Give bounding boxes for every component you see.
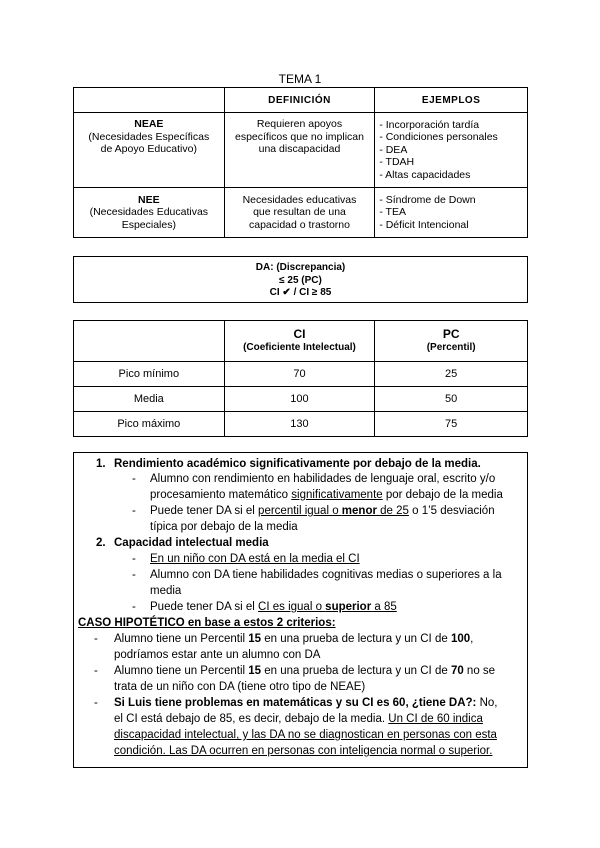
pc-header: PC [442, 327, 460, 341]
pc-value: 50 [375, 387, 528, 412]
bullet-text: típica por debajo de la media [150, 521, 298, 533]
bullet-dash: - [132, 601, 136, 613]
criteria-notes-box [73, 452, 528, 768]
ci-header: CI [293, 327, 306, 341]
pc-subheader: (Percentil) [426, 342, 476, 353]
bullet-text: Puede tener DA si el percentil igual o menor de 25 o 1’5 desviación [150, 505, 495, 517]
case-title: CASO HIPOTÉTICO en base a estos 2 criterios: [78, 617, 336, 629]
pc-value: 75 [375, 412, 528, 437]
row-label: Pico mínimo [74, 362, 225, 387]
case-text: Alumno tiene un Percentil 15 en una prueba de lectura y un CI de 100, [114, 633, 474, 645]
pc-value: 25 [375, 362, 528, 387]
bullet-dash: - [132, 569, 136, 581]
bullet-text: media [150, 585, 182, 597]
bullet-text: procesamiento matemático significativamente por debajo de la media [150, 489, 503, 501]
ci-subheader: (Coeficiente Intelectual) [243, 342, 356, 353]
definition-line: Requieren apoyos [256, 118, 343, 131]
table-header-cell: DEFINICIÓN [224, 88, 375, 113]
da-title: DA: (Discrepancia) [255, 262, 346, 273]
term-desc-line: Especiales) [121, 218, 176, 231]
table-row [74, 113, 528, 188]
bullet-text: Puede tener DA si el CI es igual o superior a 85 [150, 601, 397, 613]
example-item: - TEA [379, 206, 406, 219]
term-name: NEAE [134, 118, 164, 131]
table-header-cell [224, 321, 375, 362]
bullet-text: Alumno con rendimiento en habilidades de lenguaje oral, escrito y/o [150, 473, 496, 485]
term-desc-line: de Apoyo Educativo) [100, 143, 197, 156]
row-label: Pico máximo [74, 412, 225, 437]
example-item: - Altas capacidades [379, 168, 471, 181]
page-title: TEMA 1 [278, 72, 322, 86]
examples-cell [375, 188, 528, 238]
da-ci-line: CI ✔ / CI ≥ 85 [269, 287, 332, 298]
section-number: 1. [96, 458, 106, 470]
definition-line: una discapacidad [258, 143, 341, 156]
bullet-dash: - [132, 473, 136, 485]
section-title: Rendimiento académico significativamente por debajo de la media. [114, 458, 481, 470]
example-item: - Incorporación tardía [379, 118, 480, 131]
bullet-dash: - [132, 553, 136, 565]
term-desc-line: (Necesidades Específicas [88, 130, 210, 143]
definition-cell [224, 113, 375, 188]
term-name: NEE [138, 193, 160, 206]
example-item: - Síndrome de Down [379, 193, 476, 206]
row-label: Media [74, 387, 225, 412]
example-item: - TDAH [379, 156, 415, 169]
table-header-row [74, 321, 528, 362]
term-desc-line: (Necesidades Educativas [89, 206, 209, 219]
case-text: discapacidad intelectual, y las DA no se diagnostican en personas con esta [114, 729, 497, 741]
term-cell [74, 188, 225, 238]
bullet-dash: - [132, 505, 136, 517]
case-text: condición. Las DA ocurren en personas con inteligencia normal o superior. [114, 745, 493, 757]
table-header-cell: EJEMPLOS [375, 88, 528, 113]
term-cell [74, 113, 225, 188]
ci-pc-table [73, 320, 528, 437]
definition-line: específicos que no implican [234, 130, 364, 143]
bullet-text: Alumno con DA tiene habilidades cognitivas medias o superiores a la [150, 569, 502, 581]
case-text: Si Luis tiene problemas en matemáticas y su CI es 60, ¿tiene DA?: No, [114, 697, 498, 709]
section-title: Capacidad intelectual media [114, 537, 269, 549]
table-header-cell [375, 321, 528, 362]
table-row [74, 412, 528, 437]
case-text: Alumno tiene un Percentil 15 en una prueba de lectura y un CI de 70 no se [114, 665, 496, 677]
ci-value: 130 [224, 412, 375, 437]
bullet-dash: - [94, 697, 98, 709]
definition-line: Necesidades educativas [242, 193, 357, 206]
table-header-row [74, 88, 528, 113]
section-number: 2. [96, 537, 106, 549]
example-item: - Condiciones personales [379, 131, 498, 144]
bullet-text: En un niño con DA está en la media el CI [150, 553, 360, 565]
da-discrepancy-box [73, 256, 528, 303]
table-header-cell [74, 88, 225, 113]
definition-cell [224, 188, 375, 238]
neae-nee-table [73, 87, 528, 238]
example-item: - DEA [379, 143, 408, 156]
definition-line: que resultan de una [253, 206, 346, 219]
case-text: podríamos estar ante un alumno con DA [114, 649, 321, 661]
definition-line: capacidad o trastorno [248, 218, 350, 231]
table-row [74, 188, 528, 238]
examples-cell [375, 113, 528, 188]
example-item: - Déficit Intencional [379, 218, 469, 231]
case-text: trata de un niño con DA (tiene otro tipo de NEAE) [114, 681, 366, 693]
case-text: el CI está debajo de 85, es decir, debajo de la media. Un CI de 60 indica [114, 713, 483, 725]
table-row [74, 387, 528, 412]
table-header-cell [74, 321, 225, 362]
table-row [74, 362, 528, 387]
ci-value: 100 [224, 387, 375, 412]
bullet-dash: - [94, 665, 98, 677]
da-pc-line: ≤ 25 (PC) [279, 274, 322, 286]
ci-value: 70 [224, 362, 375, 387]
bullet-dash: - [94, 633, 98, 645]
